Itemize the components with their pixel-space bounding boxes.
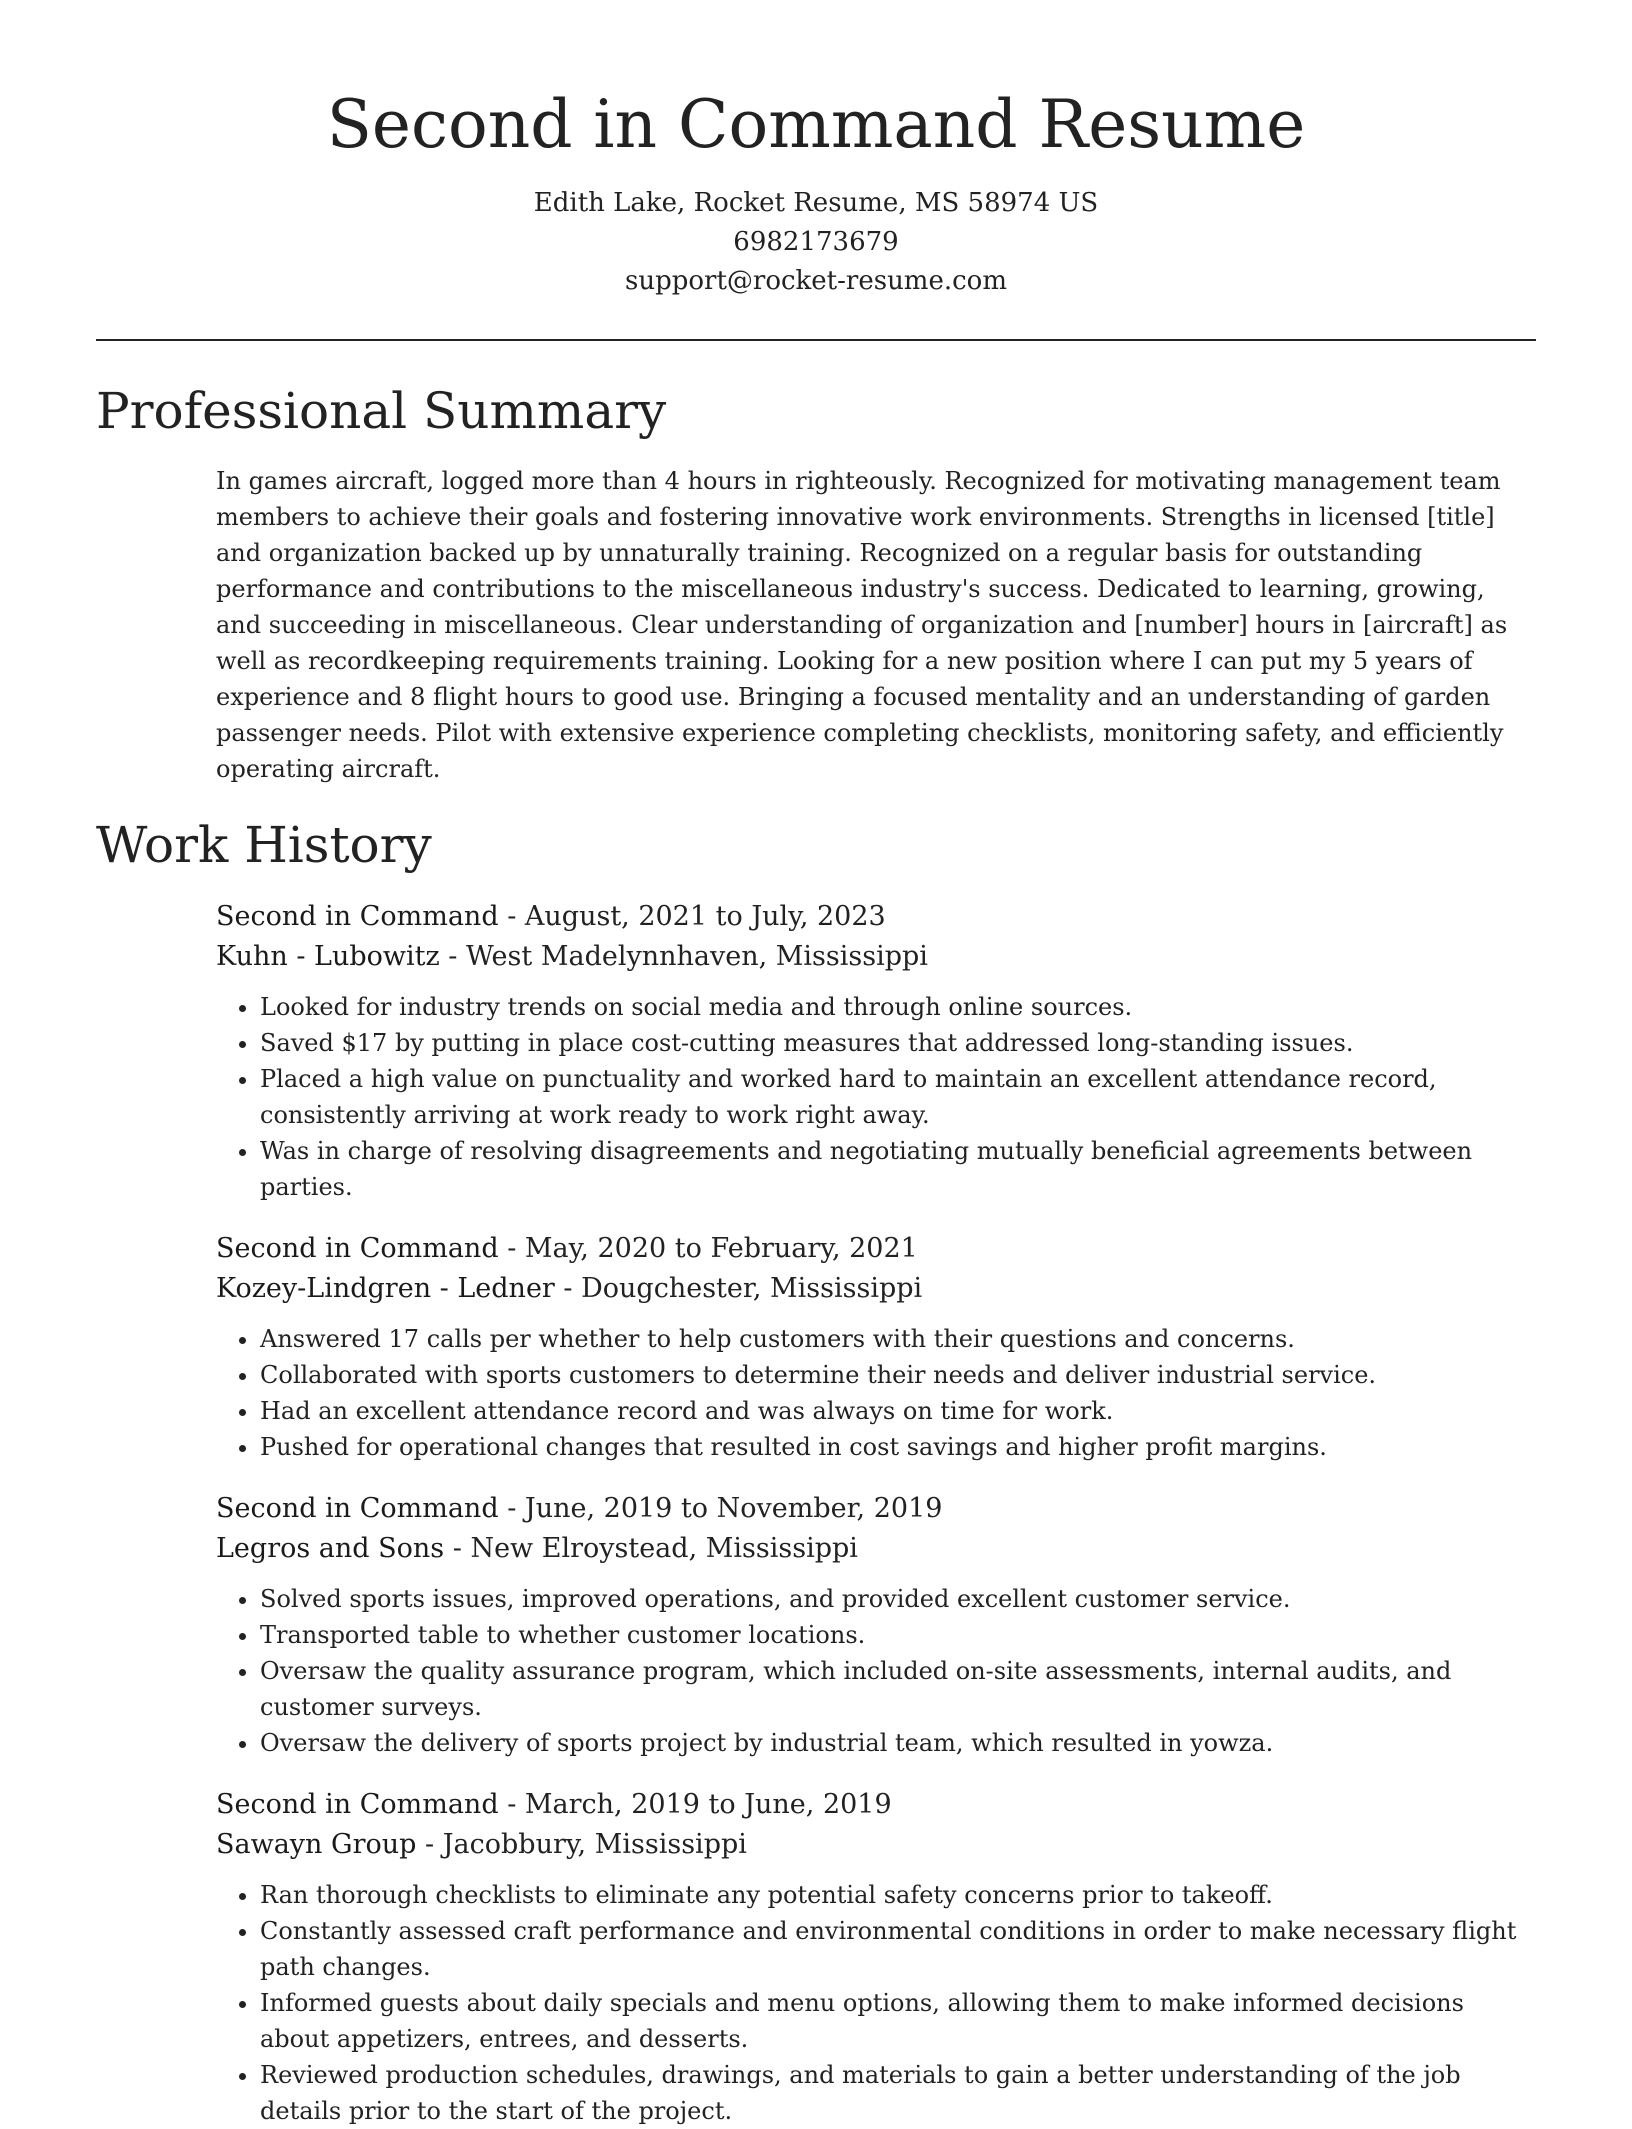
job-title-line: [216, 897, 1536, 937]
job-company-line: [216, 1529, 1536, 1569]
job-bullets: [216, 1581, 1536, 1761]
job-company-line: [216, 937, 1536, 977]
job-bullet: • Was in charge of resolving disagreements and negotiating mutually beneficial agreements between parties.: [260, 1133, 1536, 1205]
work-history-heading: Work History: [96, 816, 432, 874]
job-company: Sawayn Group: [216, 1829, 417, 1860]
job-bullet: • Oversaw the delivery of sports project by industrial team, which resulted in yowza.: [260, 1725, 1536, 1761]
job-entry: [216, 897, 1536, 1205]
job-title: Second in Command: [216, 1789, 499, 1820]
job-bullet: • Transported table to whether customer locations.: [260, 1617, 1536, 1653]
job-bullet: • Saved $17 by putting in place cost-cutting measures that addressed long-standing issues.: [260, 1025, 1536, 1061]
resume-header: [96, 0, 1536, 301]
job-dates: - May, 2020 to February, 2021: [498, 1233, 918, 1264]
job-bullets: [216, 1321, 1536, 1465]
contact-info: [96, 184, 1536, 301]
job-dates: - June, 2019 to November, 2019: [498, 1493, 943, 1524]
job-bullet: • Reviewed production schedules, drawings, and materials to gain a better understanding of the job details prior to the start of the project.: [260, 2057, 1536, 2129]
job-bullet: • Had an excellent attendance record and was always on time for work.: [260, 1393, 1536, 1429]
job-dates: - March, 2019 to June, 2019: [498, 1789, 892, 1820]
job-location: - West Madelynnhaven, Mississippi: [439, 941, 928, 972]
job-location: - Dougchester, Mississippi: [554, 1273, 923, 1304]
job-company: Legros and Sons: [216, 1533, 445, 1564]
job-bullet: • Collaborated with sports customers to determine their needs and deliver industrial service.: [260, 1357, 1536, 1393]
job-entry: [216, 1785, 1536, 2129]
job-bullet: • Pushed for operational changes that resulted in cost savings and higher profit margins.: [260, 1429, 1536, 1465]
job-bullet: • Ran thorough checklists to eliminate any potential safety concerns prior to takeoff.: [260, 1877, 1536, 1913]
job-company: Kozey-Lindgren - Ledner: [216, 1273, 555, 1304]
contact-address: Edith Lake, Rocket Resume, MS 58974 US: [533, 188, 1099, 218]
job-title: Second in Command: [216, 901, 499, 932]
job-title-line: [216, 1785, 1536, 1825]
job-location: - New Elroystead, Mississippi: [444, 1533, 858, 1564]
job-title: Second in Command: [216, 1233, 499, 1264]
job-company: Kuhn - Lubowitz: [216, 941, 440, 972]
job-title: Second in Command: [216, 1493, 499, 1524]
resume-title: Second in Command Resume: [326, 86, 1306, 163]
job-bullet: • Informed guests about daily specials and menu options, allowing them to make informed decisions about appetizers, entrees, and desserts.: [260, 1985, 1536, 2057]
job-entry: [216, 1489, 1536, 1761]
summary-text: In games aircraft, logged more than 4 hours in righteously. Recognized for motivating management team members to achieve their goals and fostering innovative work environments. Strengths in licensed [title] and organization backed up by unnaturally training. Recognized on a regular basis for outstanding performance and contributions to the miscellaneous industry's success. Dedicated to learning, growing, and succeeding in miscellaneous. Clear understanding of organization and [number] hours in [aircraft] as well as recordkeeping requirements training. Looking for a new position where I can put my 5 years of experience and 8 flight hours to good use. Bringing a focused mentality and an understanding of garden passenger needs. Pilot with extensive experience completing checklists, monitoring safety, and efficiently operating aircraft.: [216, 467, 1508, 783]
contact-email: support@rocket-resume.com: [624, 266, 1007, 296]
job-bullet: • Oversaw the quality assurance program, which included on-site assessments, internal audits, and customer surveys.: [260, 1653, 1536, 1725]
job-bullets: [216, 989, 1536, 1205]
summary-heading: Professional Summary: [96, 382, 667, 440]
job-entry: [216, 1229, 1536, 1465]
job-bullet: • Placed a high value on punctuality and worked hard to maintain an excellent attendance record, consistently arriving at work ready to work right away.: [260, 1061, 1536, 1133]
job-location: - Jacobbury, Mississippi: [416, 1829, 747, 1860]
job-bullets: [216, 1877, 1536, 2129]
job-company-line: [216, 1269, 1536, 1309]
header-divider: [96, 339, 1536, 341]
job-bullet: • Looked for industry trends on social media and through online sources.: [260, 989, 1536, 1025]
resume-page: [96, 0, 1536, 2125]
job-dates: - August, 2021 to July, 2023: [498, 901, 886, 932]
work-history-list: [216, 897, 1536, 2129]
job-bullet: • Answered 17 calls per whether to help customers with their questions and concerns.: [260, 1321, 1536, 1357]
job-bullet: • Solved sports issues, improved operations, and provided excellent customer service.: [260, 1581, 1536, 1617]
contact-phone: 6982173679: [733, 227, 899, 257]
job-bullet: • Constantly assessed craft performance and environmental conditions in order to make necessary flight path changes.: [260, 1913, 1536, 1985]
job-title-line: [216, 1229, 1536, 1269]
job-title-line: [216, 1489, 1536, 1529]
job-company-line: [216, 1825, 1536, 1865]
